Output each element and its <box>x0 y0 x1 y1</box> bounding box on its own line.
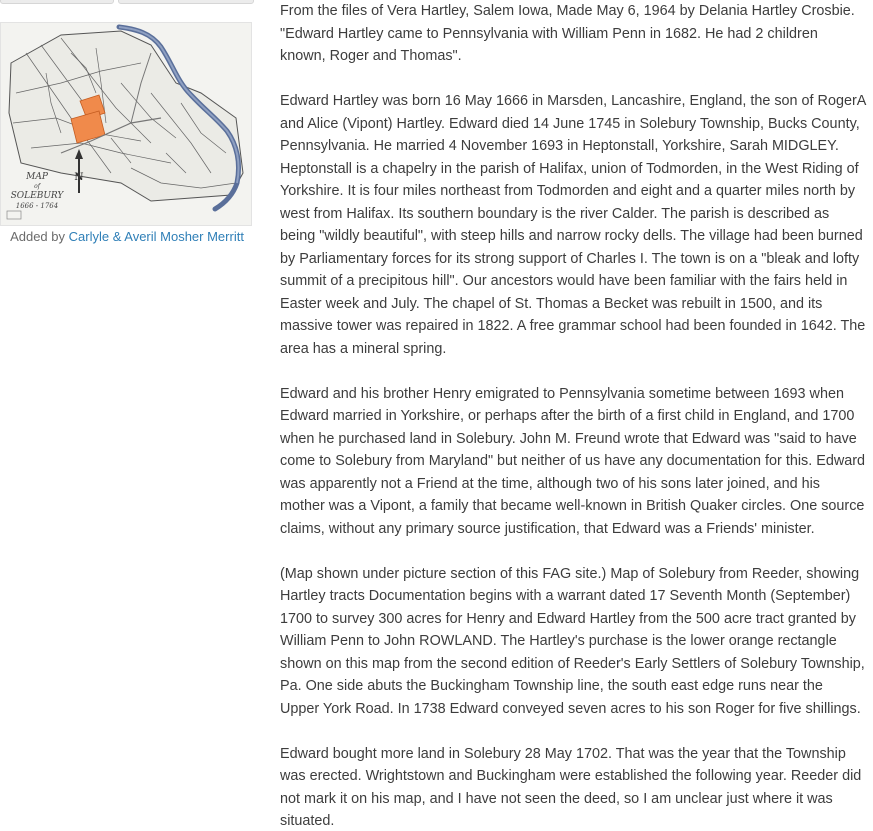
photo-credit <box>0 228 254 246</box>
bio-paragraph: Edward bought more land in Solebury 28 May 1702. That was the year that the Township was erected. Wrightstown and Buckingham were established the following year. Reeder did not mark it on his map, and I have not seen the deed, so I am unclear just where it was situated. <box>280 745 862 829</box>
contributor-link[interactable]: Carlyle & Averil Mosher Merritt <box>68 229 244 244</box>
biography-text <box>280 0 866 831</box>
map-title-of: of <box>34 183 40 190</box>
bio-paragraph: Edward Hartley was born 16 May 1666 in Marsden, Lancashire, England, the son of RogerA and Alice (Vipont) Hartley. Edward died 14 June 1745 in Solebury Township, Bucks County, Pennsylvania. He married 4 November 1693 in Heptonstall, Yorkshire, Sarah MIDGLEY. Heptonstall is a chapelry in the parish of Halifax, union of Todmorden, in the West Riding of Yorkshire. It is four miles northeast from Todmorden and eight and a quarter miles north by west from Halifax. Its southern boundary is the river Calder. The parish is described as being "wildly beautiful", with steep hills and narrow rocky dells. The village had been burned by Parliamentary forces for its strong support of Charles I. The town is on a "bleak and lofty summit of a precipitous hill". Our ancestors would have been familiar with the fairs held in Easter week and July. The chapel of St. Thomas a Becket was rebuilt in 1500, and its massive tower was repaired in 1822. A free grammar school had been founded in 1642. The area has a mineral spring. <box>280 93 866 357</box>
map-title-years: 1666 - 1764 <box>15 202 59 210</box>
photo-tab-left[interactable] <box>0 0 114 4</box>
photo-tabs <box>0 0 254 4</box>
bio-paragraph: From the files of Vera Hartley, Salem Iowa, Made May 6, 1964 by Delania Hartley Crosbie. "Edward Hartley came to Pennsylvania with William Penn in 1682. He had 2 children known, Roger and Thomas". <box>280 3 855 64</box>
map-title-place: SOLEBURY <box>10 191 64 201</box>
bio-paragraph: (Map shown under picture section of this FAG site.) Map of Solebury from Reeder, showing Hartley tracts Documentation begins with a warrant dated 17 Seventh Month (September) 1700 to survey 300 acres for Henry and Edward Hartley from the 500 acre tract granted by William Penn to John ROWLAND. The Hartley's purchase is the lower orange rectangle shown on this map from the second edition of Reeder's Early Settlers of Solebury Township, Pa. One side abuts the Buckingham Township line, the south east edge runs near the Upper York Road. In 1738 Edward conveyed seven acres to his son Roger for five shillings. <box>280 565 865 717</box>
photo-tab-right[interactable] <box>118 0 254 4</box>
bio-paragraph: Edward and his brother Henry emigrated to Pennsylvania sometime between 1693 when Edward married in Yorkshire, or perhaps after the birth of a first child in England, and 1700 when he purchased land in Solebury. John M. Freund wrote that Edward was "said to have come to Solebury from Maryland" but neither of us have any documentation for this. Edward was apparently not a Friend at the time, although two of his sons later joined, and his mother was a Vipont, a family that became well-known in British Quaker circles. One source claims, without any primary source justification, that Edward was a Friends' minister. <box>280 385 866 537</box>
added-by-prefix: Added by <box>10 229 65 244</box>
photo-sidebar <box>0 0 254 831</box>
solebury-map-image <box>1 23 251 225</box>
map-title-map: MAP <box>26 172 48 182</box>
map-photo[interactable] <box>0 22 252 226</box>
compass-label: N <box>74 172 84 183</box>
